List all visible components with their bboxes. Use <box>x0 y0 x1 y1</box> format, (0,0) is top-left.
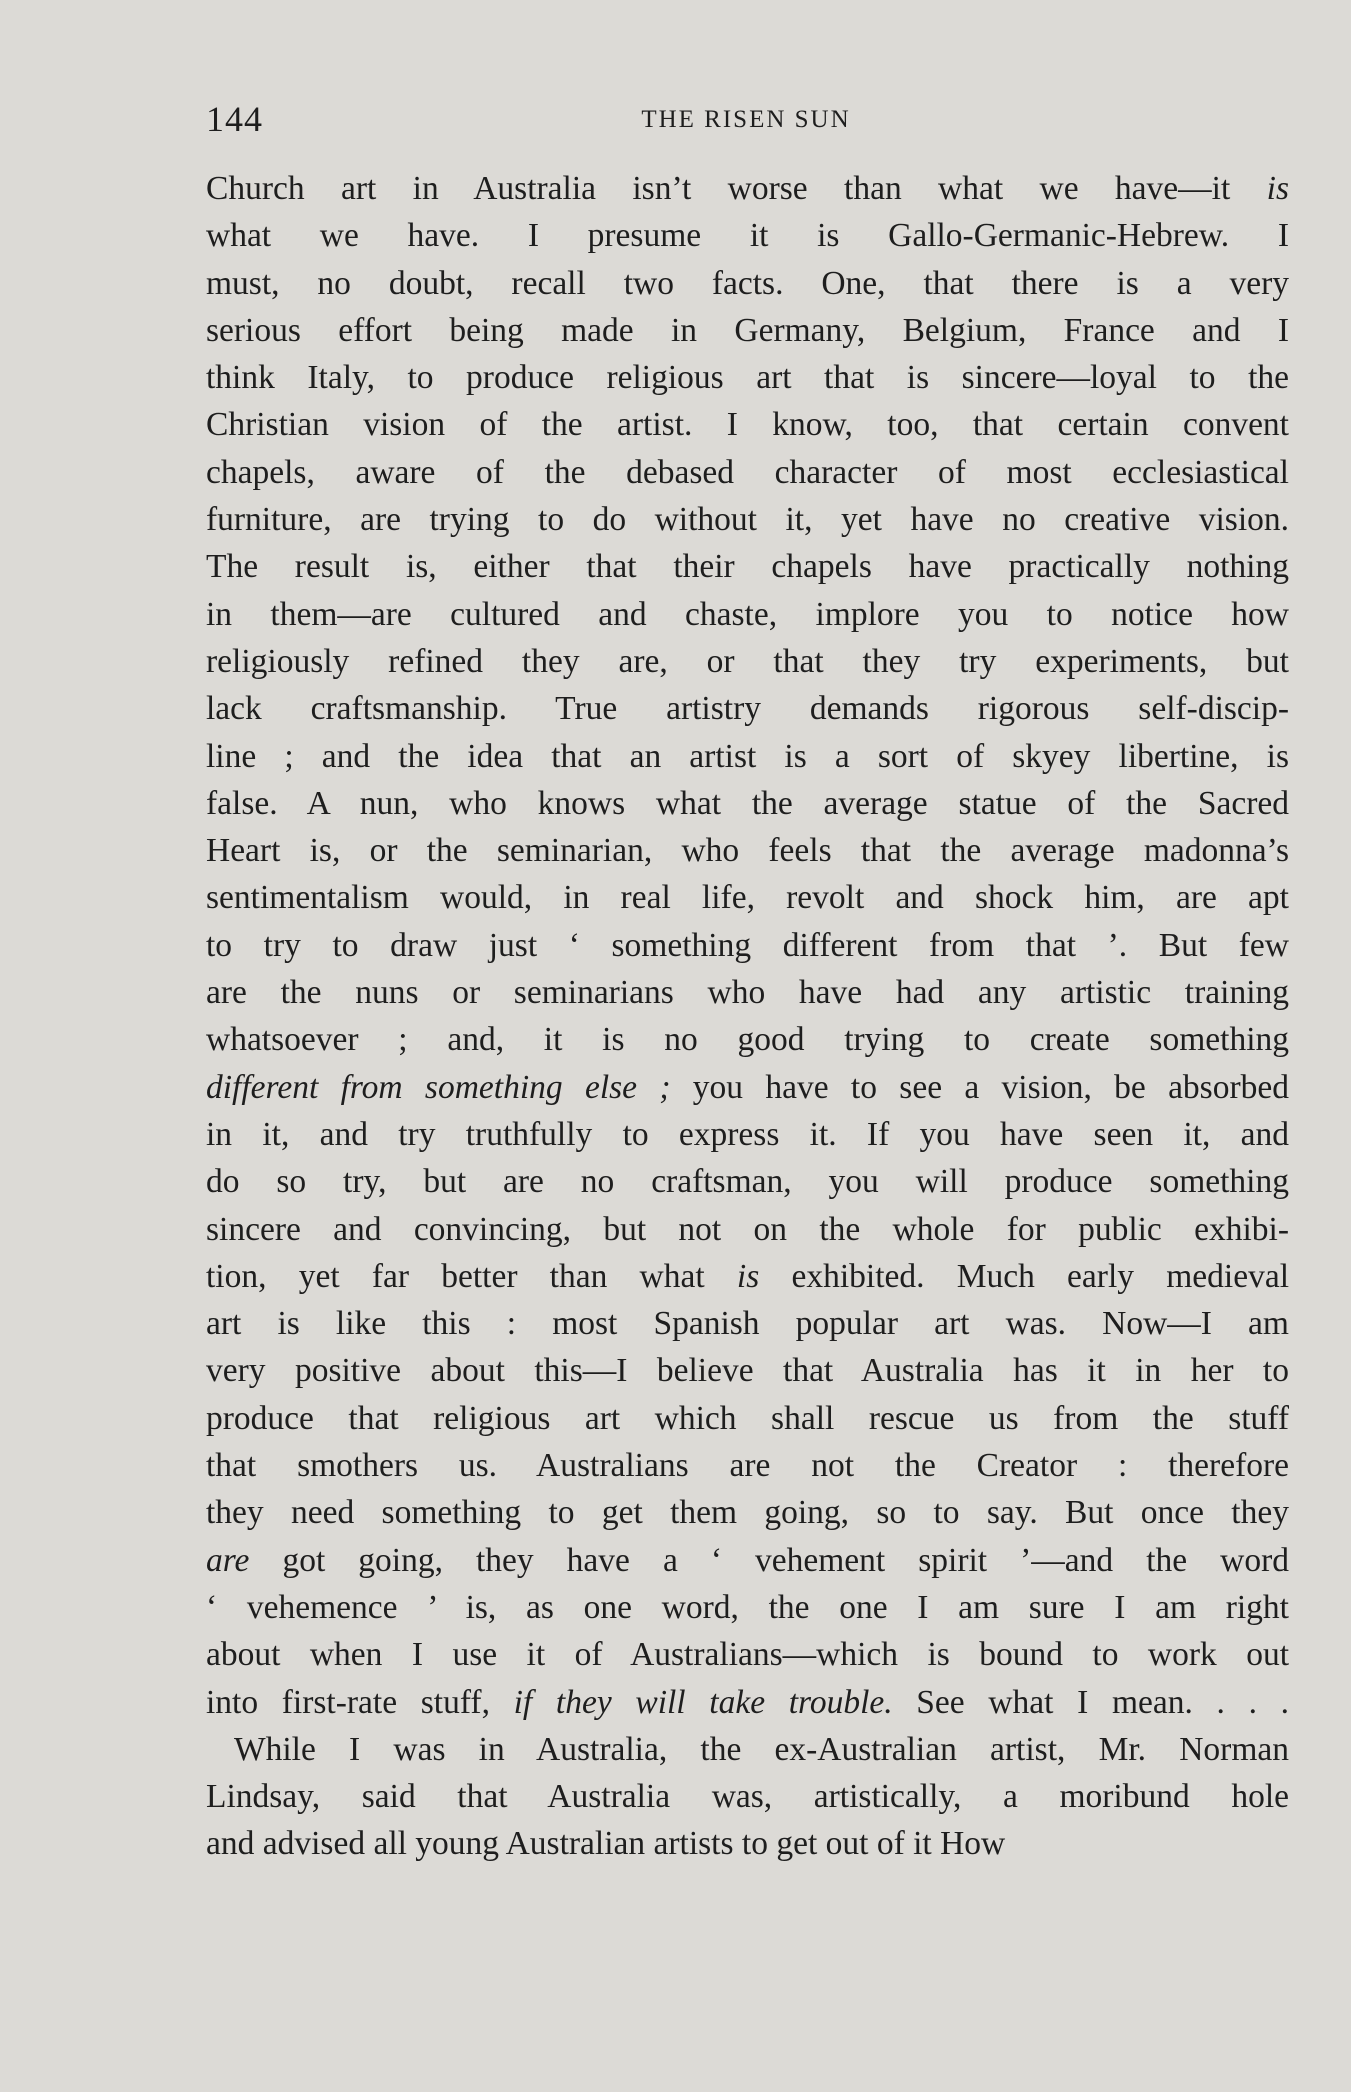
text-line <box>206 874 1289 921</box>
text-run: sincere and convincing, but not on the whole for public exhibi- <box>206 1210 1289 1248</box>
text-line <box>206 685 1289 732</box>
text-line <box>206 496 1289 543</box>
text-line <box>206 1347 1289 1394</box>
text-run: that smothers us. Australians are not the Creator : therefore <box>206 1447 1289 1485</box>
text-run: whatsoever ; and, it is no good trying to create something <box>206 1021 1289 1059</box>
text-run: about when I use it of Australians—which is bound to work out <box>206 1636 1289 1674</box>
text-run: you have to see a vision, be absorbed <box>670 1068 1289 1106</box>
text-run: The result is, either that their chapels have practically nothing <box>206 548 1289 586</box>
text-line <box>206 1726 1289 1773</box>
text-run: in it, and try truthfully to express it. If you have seen it, and <box>206 1115 1289 1153</box>
text-run: to try to draw just ‘ something different from that ’. But few <box>206 926 1289 964</box>
text-run: serious effort being made in Germany, Belgium, France and I <box>206 311 1289 349</box>
text-run: think Italy, to produce religious art that is sincere—loyal to the <box>206 359 1289 397</box>
text-line <box>206 1773 1289 1820</box>
text-run: false. A nun, who knows what the average statue of the Sacred <box>206 784 1289 822</box>
text-line <box>206 638 1289 685</box>
italic-text: is <box>1266 170 1289 207</box>
body-text <box>206 165 1289 1868</box>
text-run: Church art in Australia isn’t worse than what we have—it <box>206 170 1267 207</box>
text-line <box>206 1158 1289 1205</box>
text-run: are the nuns or seminarians who have had any artistic training <box>206 974 1289 1012</box>
italic-text: are <box>206 1541 250 1579</box>
text-line <box>206 1631 1289 1678</box>
text-line <box>206 1679 1289 1726</box>
text-run: See what I mean. . . . <box>892 1683 1289 1721</box>
text-line <box>206 922 1289 969</box>
text-run: must, no doubt, recall two facts. One, that there is a very <box>206 264 1289 302</box>
text-line <box>206 260 1289 307</box>
text-run: furniture, are trying to do without it, yet have no creative vision. <box>206 501 1289 539</box>
text-line <box>206 1489 1289 1536</box>
text-line <box>206 307 1289 354</box>
text-line <box>206 1395 1289 1442</box>
text-run: sentimentalism would, in real life, revolt and shock him, are apt <box>206 879 1289 917</box>
text-line <box>206 1111 1289 1158</box>
text-run: art is like this : most Spanish popular art was. Now—I am <box>206 1305 1289 1343</box>
text-run: Heart is, or the seminarian, who feels that the average madonna’s <box>206 832 1289 870</box>
page-number: 144 <box>206 99 263 139</box>
text-line <box>206 1064 1289 1111</box>
text-run: into first-rate stuff, <box>206 1683 514 1721</box>
text-run: what we have. I presume it is Gallo-Germanic-Hebrew. I <box>206 217 1289 255</box>
text-run: produce that religious art which shall rescue us from the stuff <box>206 1399 1289 1437</box>
text-line <box>206 165 1289 212</box>
text-run: religiously refined they are, or that they try experiments, but <box>206 642 1289 680</box>
running-head: THE RISEN SUN <box>641 106 851 133</box>
italic-text: if they will take trouble. <box>513 1683 893 1721</box>
text-run: lack craftsmanship. True artistry demands rigorous self-discip- <box>206 690 1289 728</box>
text-line <box>206 1442 1289 1489</box>
text-run: and advised all young Australian artists to get out of it How <box>206 1825 1006 1863</box>
text-run: Christian vision of the artist. I know, too, that certain convent <box>206 406 1289 444</box>
text-line <box>206 591 1289 638</box>
text-run: chapels, aware of the debased character of most ecclesiastical <box>206 453 1289 491</box>
text-line <box>206 543 1289 590</box>
text-line <box>206 1300 1289 1347</box>
text-run: very positive about this—I believe that Australia has it in her to <box>206 1352 1289 1390</box>
text-run: do so try, but are no craftsman, you will produce something <box>206 1163 1289 1201</box>
text-run: While I was in Australia, the ex-Australian artist, Mr. Norman <box>234 1730 1289 1768</box>
text-line <box>206 401 1289 448</box>
page-header <box>206 98 1286 144</box>
text-run: ‘ vehemence ’ is, as one word, the one I am sure I am right <box>206 1588 1289 1626</box>
text-run: tion, yet far better than what <box>206 1257 737 1295</box>
italic-text: different from something else ; <box>206 1068 671 1106</box>
text-line <box>206 780 1289 827</box>
text-line <box>206 449 1289 496</box>
text-line <box>206 1253 1289 1300</box>
text-line <box>206 354 1289 401</box>
text-line <box>206 1584 1289 1631</box>
text-run: got going, they have a ‘ vehement spirit ’—and the word <box>249 1541 1289 1579</box>
text-run: line ; and the idea that an artist is a sort of skyey libertine, is <box>206 737 1289 775</box>
text-line <box>206 212 1289 259</box>
text-run: Lindsay, said that Australia was, artistically, a moribund hole <box>206 1778 1289 1816</box>
text-run: they need something to get them going, so to say. But once they <box>206 1494 1289 1532</box>
italic-text: is <box>736 1257 760 1295</box>
text-run: exhibited. Much early medieval <box>759 1257 1289 1295</box>
text-line <box>206 969 1289 1016</box>
text-line <box>206 1206 1289 1253</box>
text-line <box>206 733 1289 780</box>
text-line <box>206 827 1289 874</box>
text-line <box>206 1537 1289 1584</box>
text-line <box>206 1016 1289 1063</box>
text-run: in them—are cultured and chaste, implore you to notice how <box>206 595 1289 633</box>
text-line <box>206 1820 1289 1867</box>
